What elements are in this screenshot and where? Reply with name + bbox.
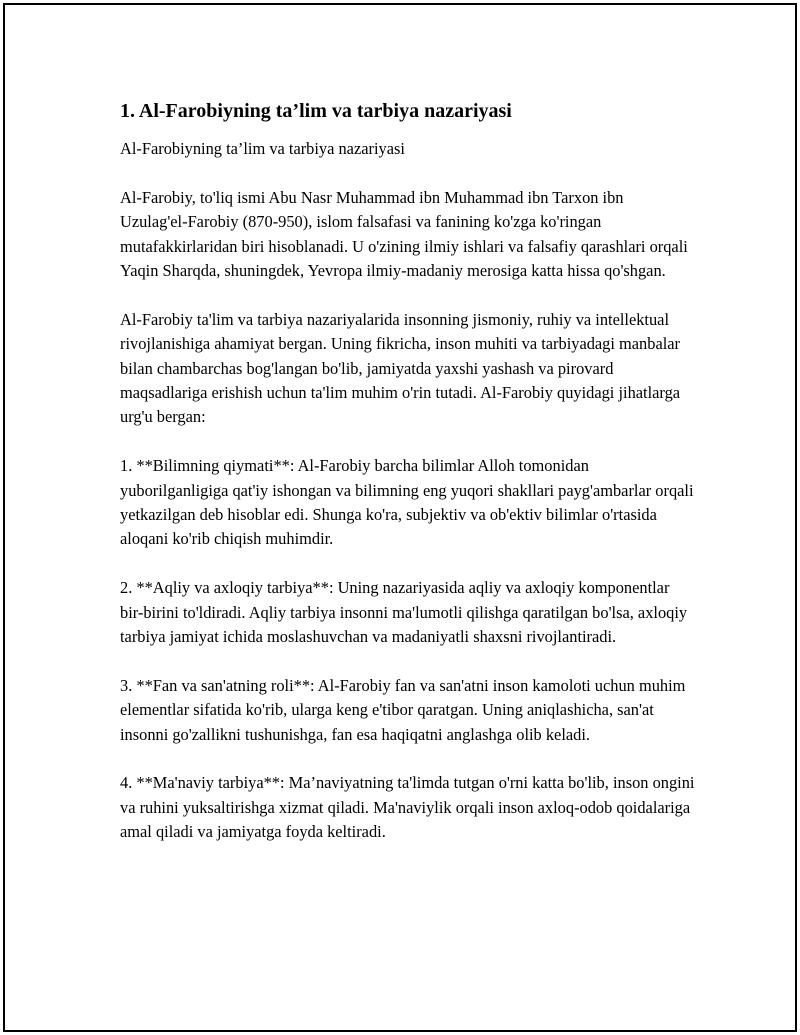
paragraph-point-knowledge: 1. **Bilimning qiymati**: Al-Farobiy barcha bilimlar Alloh tomonidan yuborilganligiga qat'iy ishongan va bilimning eng yuqori shakllari payg'ambarlar orqali yetkazilgan deb hisoblar edi. Shunga ko'ra, subjektiv va ob'ektiv bilimlar o'rtasida aloqani ko'rib chiqish muhimdir. xyxy=(120,456,694,549)
paragraph-point-moral: 2. **Aqliy va axloqiy tarbiya**: Uning nazariyasida aqliy va axloqiy komponentlar bir-birini to'ldiradi. Aqliy tarbiya insonni ma'lumotli qilishga qaratilgan bo'lsa, axloqiy tarbiya jamiyat ichida moslashuvchan va madaniyatli shaxsni rivojlantiradi. xyxy=(120,578,688,647)
page-title: 1. Al-Farobiyning ta’lim va tarbiya nazariyasi xyxy=(120,100,512,122)
paragraph-point-art: 3. **Fan va san'atning roli**: Al-Farobiy fan va san'atni inson kamoloti uchun muhim elementlar sifatida ko'rib, ularga keng e'tibor qaratgan. Uning aniqlashicha, san'at insonni go'zallikni tushunishga, fan esa haqiqatni anglashga olib keladi. xyxy=(120,675,686,744)
page-frame xyxy=(3,3,797,1032)
paragraph-intro: Al-Farobiy, to'liq ismi Abu Nasr Muhammad ibn Muhammad ibn Tarxon ibn Uzulag'el-Farobiy (870-950), islom falsafasi va fanining ko'zga ko'ringan mutafakkirlaridan biri hisoblanadi. U o'zining ilmiy ishlari va falsafiy qarashlari orqali Yaqin Sharqda, shuningdek, Yevropa ilmiy-madaniy merosiga katta hissa qo'shgan. xyxy=(120,187,688,281)
paragraph-theory: Al-Farobiy ta'lim va tarbiya nazariyalarida insonning jismoniy, ruhiy va intellektual rivojlanishiga ahamiyat bergan. Uning fikricha, inson muhiti va tarbiyadagi manbalar bilan chambarchas bog'langan bo'lib, jamiyatda yaxshi yashash va pirovard maqsadlariga erishish uchun ta'lim muhim o'rin tutadi. Al-Farobiy quyidagi jihatlarga urg'u bergan: xyxy=(120,309,681,427)
document-body xyxy=(120,97,695,869)
paragraph-point-spiritual: 4. **Ma'naviy tarbiya**: Ma’naviyatning ta'limda tutgan o'rni katta bo'lib, inson ongini va ruhini yuksaltirishga xizmat qiladi. Ma'naviylik orqali inson axloq-odob qoidalariga amal qiladi va jamiyatga foyda keltiradi. xyxy=(120,773,695,842)
document-subtitle: Al-Farobiyning ta’lim va tarbiya nazariyasi xyxy=(120,139,405,158)
